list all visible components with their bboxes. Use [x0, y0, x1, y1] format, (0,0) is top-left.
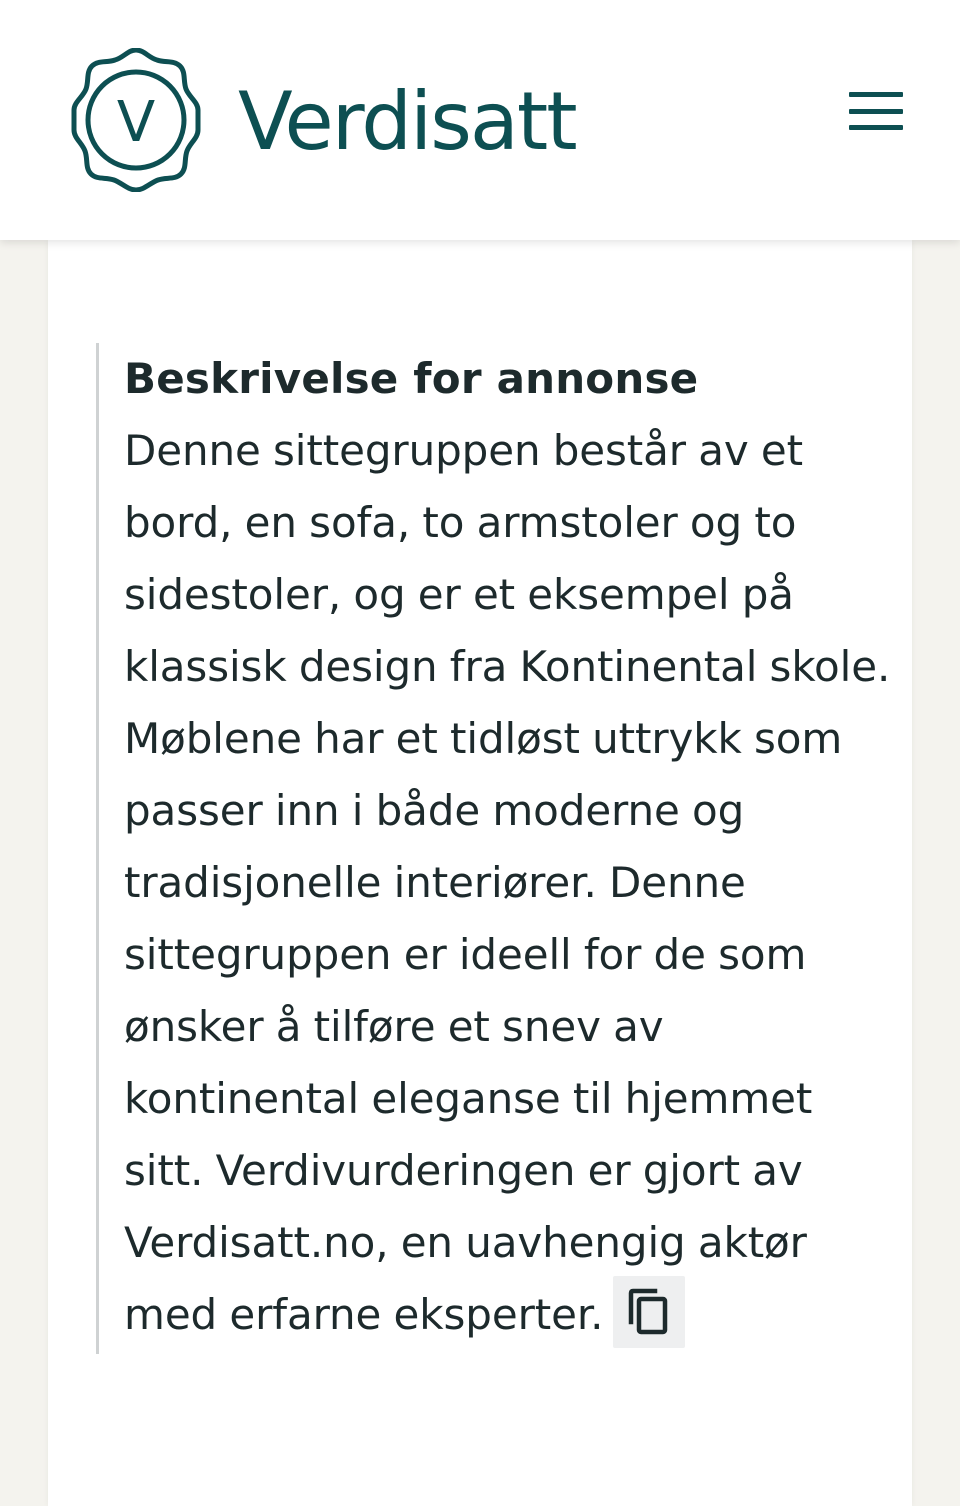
menu-button[interactable] — [846, 88, 906, 136]
seal-v-icon — [66, 48, 206, 192]
description-title: Beskrivelse for annonse — [124, 354, 699, 403]
brand-name: Verdisatt — [238, 75, 576, 168]
description-text: Denne sittegruppen består av et bord, en sofa, to armstoler og to sidestoler, og er et eksempel på klassisk design fra Kontinental skole. Møblene har et tidløst uttrykk som passer inn i både moderne og tradisjonelle interiører. Denne sittegruppen er ideell for de som ønsker å tilføre et snev av kontinental eleganse til hjemmet sitt. Verdivurderingen er gjort av Verdisatt.no, en uavhengig aktør med erfarne eksperter. — [124, 426, 891, 1339]
ad-description-quote — [96, 343, 894, 1354]
copy-icon — [626, 1288, 672, 1336]
hamburger-menu-icon — [849, 92, 903, 97]
content-card — [48, 240, 912, 1506]
description-text-block — [124, 415, 894, 1354]
home-logo-link[interactable] — [66, 48, 576, 192]
site-header — [0, 0, 960, 240]
logo-letter: V — [116, 90, 156, 155]
copy-button[interactable] — [613, 1276, 685, 1348]
